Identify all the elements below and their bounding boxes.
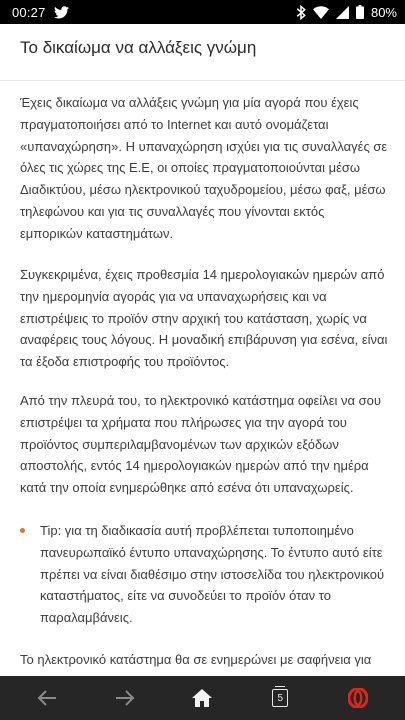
tip-list-item [20, 520, 392, 629]
home-button[interactable] [182, 676, 222, 720]
battery-icon [356, 5, 364, 19]
opera-menu-button[interactable] [338, 676, 378, 720]
tip-text: Tip: για τη διαδικασία αυτή προβλέπεται τυποποιημένο πανευρωπαϊκό έντυπο υπαναχώρησης. Το έντυπο αυτό είτε πρέπει να είναι διαθέσιμο στην ιστοσελίδα του ηλεκτρονικού καταστήματος, είτε να συνοδεύει το προϊόν όταν το παραλαμβάνεις. [40, 523, 385, 626]
bluetooth-icon [296, 5, 306, 20]
wifi-icon [313, 6, 329, 19]
paragraph-deadline: Συγκεκριμένα, έχεις προθεσμία 14 ημερολογιακών ημερών από την ημερομηνία αγοράς για να υπαναχωρήσεις και να επιστρέψεις το προϊόν στην αρχική του κατάσταση, χωρίς να αναφέρεις τους λόγους. Η μοναδική επιβάρυνση για εσένα, είναι τα έξοδα επιστροφής του προϊόντος. [20, 267, 388, 370]
status-bar [0, 0, 405, 24]
opera-icon [348, 688, 368, 708]
forward-button[interactable] [105, 676, 145, 720]
paragraph-information: Το ηλεκτρονικό κατάστημα θα σε ενημερώνει με σαφήνεια για [20, 652, 372, 667]
paragraph-refund: Από την πλευρά του, το ηλεκτρονικό κατάστημα οφείλει να σου επιστρέψει τα χρήματα που πλήρωσες για την αγορά του προϊόντος συμπεριλαμβανομένων των αρχικών εξόδων αποστολής, εντός 14 ημερολογιακών ημερών από την ημέρα κατά την οποία ενημερώθηκε από εσένα ότι υπαναχωρείς. [20, 393, 381, 496]
home-icon [192, 689, 212, 707]
battery-percentage: 80% [370, 4, 397, 20]
back-arrow-icon [37, 689, 57, 707]
status-time: 00:27 [12, 4, 46, 20]
twitter-icon [54, 6, 69, 19]
paragraph-right-to-withdraw: Έχεις δικαίωμα να αλλάξεις γνώμη για μία αγορά που έχεις πραγματοποιήσει από το Internet και αυτό ονομάζεται «υπαναχώρηση». Η υπαναχώρηση ισχύει για τις συναλλαγές σε όλες τις χώρες της Ε.Ε, οι οποίες πραγματοποιούνται μέσω Διαδικτύου, μέσω ηλεκτρονικού ταχυδρομείου, μέσω φαξ, μέσω τηλεφώνου και για τις συναλλαγές που γίνονται εκτός εμπορικών καταστημάτων. [20, 95, 388, 241]
back-button[interactable] [27, 676, 67, 720]
page-content[interactable] [0, 24, 405, 676]
cell-signal-icon [336, 6, 349, 19]
forward-arrow-icon [115, 689, 135, 707]
browser-bottom-bar [0, 676, 405, 720]
page-title: Το δικαίωμα να αλλάξεις γνώμη [20, 38, 257, 57]
tabs-button[interactable] [260, 676, 300, 720]
title-divider [0, 80, 405, 81]
tabs-icon: 5 [272, 689, 288, 707]
bullet-dot [20, 528, 25, 533]
